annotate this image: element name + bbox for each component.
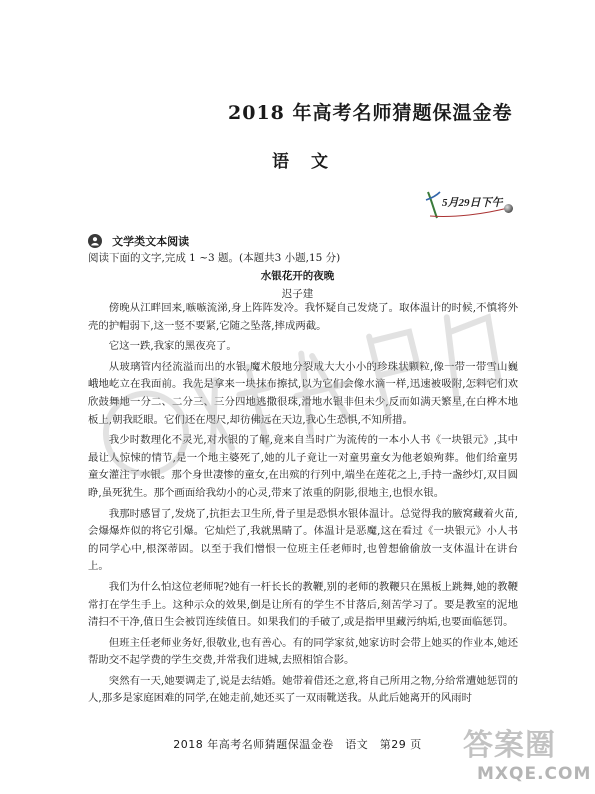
story-title: 水银花开的夜晚: [260, 270, 335, 282]
paragraph: 我们为什么怕这位老师呢?她有一杆长长的教鞭,别的老师的教鞭只在黑板上跳舞,她的教鞭常打在学生手上。这种示众的效果,倒是让所有的学生不甘落后,刻苦学习了。要是教室的泥地清扫不干净,值日生会被罚连续值日。如果我们的手破了,或是指甲里藏污纳垢,也要面临惩罚。: [88, 580, 518, 629]
subject-title: 语文: [272, 152, 350, 172]
paragraph: 我那时感冒了,发烧了,抗拒去卫生所,骨子里是恐惧水银体温计。总觉得我的腋窝藏着火苗,会爆爆炸似的将它引爆。它灿烂了,我就黑睛了。体温计是恶魔,这在看过《一块银元》小人书的同学心中,根深蒂固。以至于我们憎恨一位班主任老师时,也曾想偷偷放一支体温计在讲台上。: [88, 507, 518, 573]
person-icon: [88, 234, 102, 248]
paragraph: 从玻璃管内径流溢而出的水银,魔术般地分裂成大大小小的珍珠状颗粒,像一带一带雪山巍峨地屹立在我面前。我先是拿来一块抹布擦拭,以为它们会像水滴一样,迅速被吸附,怎料它们欢欣鼓舞地一分二、二分三、三分四地逃撒很珠,滑地水银非但未少,反而如满天繁星,在白桦木地板上,朝我眨眼。它们还在咫尺,却彷佛远在天边,我心生恐惧,不知所措。: [88, 360, 518, 426]
paragraph: 我少时数理化不灵光,对水银的了解,竟来自当时广为流传的一本小人书《一块银元》,其中最让人惊悚的情节,是一个地主婆死了,她的儿子竟让一对童男童女为他老娘殉葬。他们给童男童女灌注了水银。那个身世凄惨的童女,在出殡的行列中,端坐在莲花之上,手持一盏纱灯,双目圆睁,虽死犹生。那个画面给我幼小的心灵,带来了浓重的阴影,很地主,也恨水银。: [88, 434, 518, 499]
paragraph: 傍晚从江畔回来,嗾嗾流涕,身上阵阵发冷。我怀疑自己发烧了。取体温计的时候,不慎将外壳的护帽弱下,这一竖不要紧,它随之坠落,摔成两截。: [88, 302, 518, 332]
section-heading: [88, 230, 189, 246]
section-label: 文学类文本阅读: [112, 234, 190, 248]
story-body: [88, 300, 518, 711]
date-stamp: [424, 188, 524, 222]
exam-title: 2018 年高考名师猜题保温金卷: [228, 102, 513, 124]
logo-text: 答案圈: [463, 728, 556, 763]
paragraph: 它这一跌,我家的黑夜亮了。: [108, 340, 237, 353]
date-label: 5月29日下午: [442, 197, 503, 209]
corner-logo: [455, 720, 590, 790]
logo-domain: MXQE.COM: [477, 764, 592, 784]
story-author: 迟子建: [281, 288, 314, 300]
instructions: 阅读下面的文字,完成 1 ~3 题。(本题共3 小题,15 分): [88, 252, 341, 264]
ball-icon: [504, 204, 513, 213]
paragraph: 突然有一天,她要调走了,说是去结婚。她带着借还之意,将自己所用之物,分给常遭她惩罚的人,那多是家庭困难的同学,在她走前,她还买了一双雨靴送我。从此后她离开的风雨时: [88, 674, 518, 705]
page-footer: 2018 年高考名师猜题保温金卷 语文 第29 页: [173, 738, 422, 751]
paragraph: 但班主任老师业务好,很敬业,也有善心。有的同学家贫,她家访时会带上她买的作业本,她还帮助交不起学费的学生交费,并常我们进城,去照相馆合影。: [88, 636, 518, 667]
